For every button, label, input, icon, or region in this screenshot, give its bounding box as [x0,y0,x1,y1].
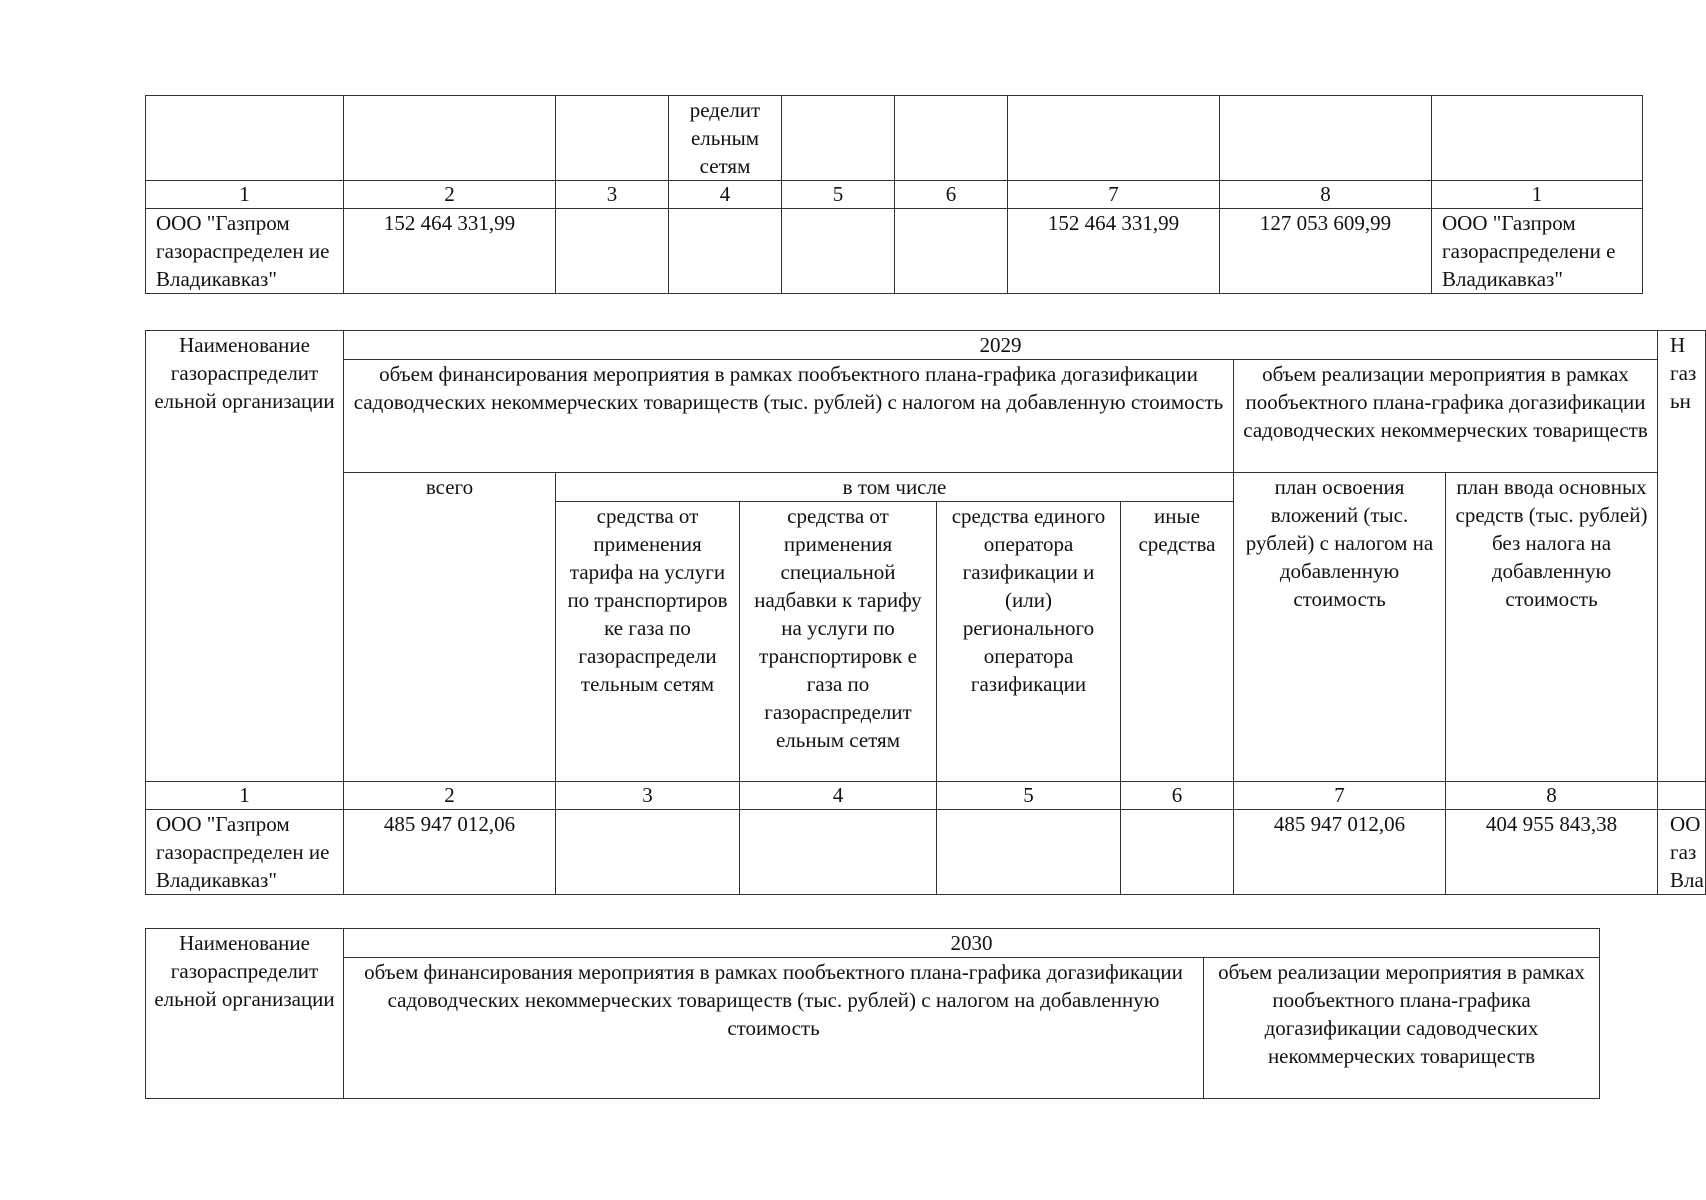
special-markup-funds-header: средства от применения специальной надбавки к тарифу на услуги по транспортировк е газа по газораспределит ельным сетям [740,502,937,782]
column-number: 4 [669,181,782,209]
implementation-header: объем реализации мероприятия в рамках пообъектного плана-графика догазификации садоводческих некоммерческих товариществ [1234,360,1658,473]
column-number-row [146,181,1643,209]
total-cell: 485 947 012,06 [344,810,556,895]
table-row [146,209,1643,294]
org-name-cell: ООО "Газпром газораспределен ие Владикавказ" [146,209,344,294]
operator-funds-header: средства единого оператора газификации и (или) регионального оператора газификации [937,502,1121,782]
org-name-header: Наименование газораспределит ельной организации [146,929,344,1099]
total-header: всего [344,473,556,782]
plan-invest-cell: 152 464 331,99 [1008,209,1220,294]
next-column-fragment: Н газ ьн [1658,331,1706,782]
total-cell: 152 464 331,99 [344,209,556,294]
column-number: 2 [344,782,556,810]
column-number: 2 [344,181,556,209]
column-number: 5 [937,782,1121,810]
column-number: 3 [556,782,740,810]
top-fragment-table [145,95,1643,294]
column-number: 3 [556,181,669,209]
header-cell-4: ределит ельным сетям [669,96,782,181]
plan-invest-header: план освоения вложений (тыс. рублей) с налогом на добавленную стоимость [1234,473,1446,782]
column-number: 1 [146,181,344,209]
other-funds-header: иные средства [1121,502,1234,782]
column-number: 8 [1446,782,1658,810]
plan-fixed-assets-header: план ввода основных средств (тыс. рублей) без налога на добавленную стоимость [1446,473,1658,782]
table-row [146,810,1706,895]
implementation-header: объем реализации мероприятия в рамках пообъектного плана-графика догазификации садоводческих некоммерческих товариществ [1204,958,1600,1099]
column-number: 5 [782,181,895,209]
column-number: 6 [895,181,1008,209]
column-number: 1 [1432,181,1643,209]
financing-header: объем финансирования мероприятия в рамках пообъектного плана-графика догазификации садоводческих некоммерческих товариществ (тыс. рублей) с налогом на добавленную стоимость [344,360,1234,473]
year-header: 2029 [344,331,1658,360]
including-header: в том числе [556,473,1234,502]
year-header: 2030 [344,929,1600,958]
column-number: 1 [146,782,344,810]
column-number: 6 [1121,782,1234,810]
column-number: 7 [1008,181,1220,209]
plan-fixed-assets-cell: 404 955 843,38 [1446,810,1658,895]
org-name-header: Наименование газораспределит ельной организации [146,331,344,782]
org-name-cell: ООО "Газпром газораспределен ие Владикавказ" [146,810,344,895]
column-number: 8 [1220,181,1432,209]
tariff-funds-header: средства от применения тарифа на услуги по транспортиров ке газа по газораспредели тельным сетям [556,502,740,782]
column-number: 4 [740,782,937,810]
financing-header: объем финансирования мероприятия в рамках пообъектного плана-графика догазификации садоводческих некоммерческих товариществ (тыс. рублей) с налогом на добавленную стоимость [344,958,1204,1099]
plan-invest-cell: 485 947 012,06 [1234,810,1446,895]
table-2029 [145,330,1706,895]
column-number: 7 [1234,782,1446,810]
org-name-next-cell: ООО "Газпром газораспределени е Владикавказ" [1432,209,1643,294]
table-2030 [145,928,1600,1099]
column-number-row [146,782,1706,810]
plan-fixed-assets-cell: 127 053 609,99 [1220,209,1432,294]
top-header-row [146,96,1643,181]
org-name-next-fragment: ОО газ Вла [1658,810,1706,895]
